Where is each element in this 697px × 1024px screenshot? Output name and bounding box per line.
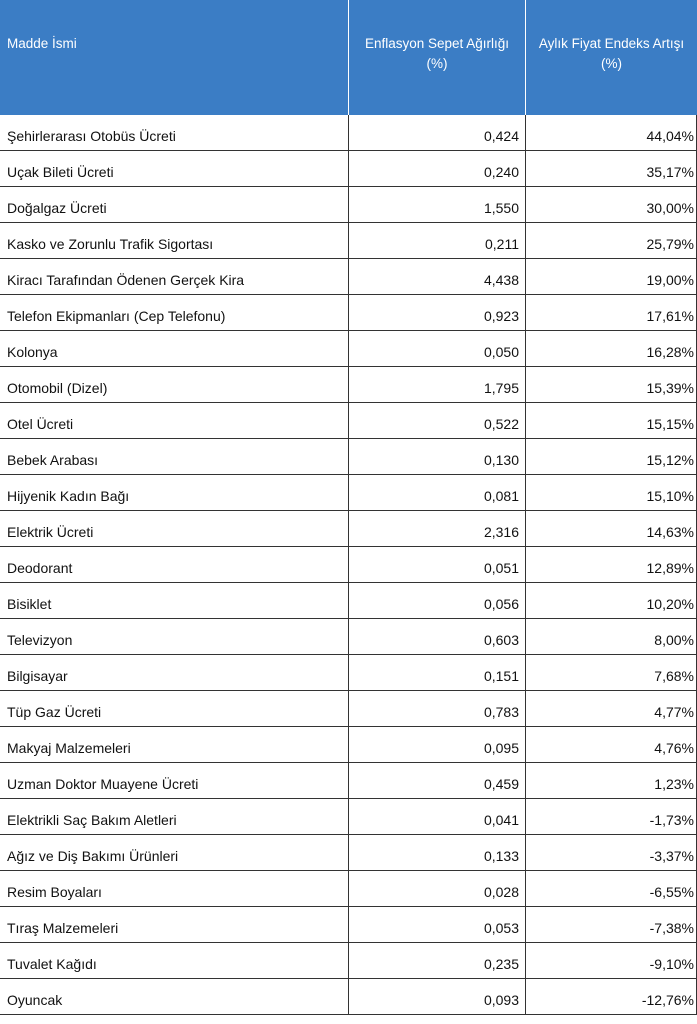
basket-weight-cell: [349, 223, 526, 258]
basket-weight-cell: [349, 187, 526, 222]
monthly-increase: -7,38%: [649, 920, 694, 936]
item-name: Tüp Gaz Ücreti: [7, 704, 102, 720]
item-name: Oyuncak: [7, 992, 63, 1008]
item-name-cell: [0, 943, 349, 978]
item-name: Uçak Bileti Ücreti: [7, 164, 114, 180]
monthly-increase: 12,89%: [646, 560, 694, 576]
basket-weight-cell: [349, 979, 526, 1014]
item-name-cell: [0, 403, 349, 438]
item-name: Televizyon: [7, 632, 73, 648]
monthly-increase-cell: [526, 763, 697, 798]
table-row: [0, 187, 697, 223]
item-name-cell: [0, 367, 349, 402]
item-name-cell: [0, 763, 349, 798]
item-name-cell: [0, 727, 349, 762]
basket-weight-cell: [349, 871, 526, 906]
table-row: [0, 871, 697, 907]
header-basket-weight-unit: (%): [426, 56, 448, 71]
monthly-increase: -3,37%: [649, 848, 694, 864]
monthly-increase: 15,15%: [646, 416, 694, 432]
item-name: Telefon Ekipmanları (Cep Telefonu): [7, 308, 226, 324]
table-row: [0, 439, 697, 475]
monthly-increase: 44,04%: [646, 128, 694, 144]
item-name: Tuvalet Kağıdı: [7, 956, 97, 972]
header-item-name-label: Madde İsmi: [7, 36, 77, 51]
basket-weight: 0,240: [483, 164, 519, 180]
item-name: Bebek Arabası: [7, 452, 99, 468]
table-row: [0, 511, 697, 547]
basket-weight: 0,151: [483, 668, 519, 684]
basket-weight: 0,093: [483, 992, 519, 1008]
basket-weight-cell: [349, 583, 526, 618]
basket-weight-cell: [349, 907, 526, 942]
basket-weight-cell: [349, 403, 526, 438]
monthly-increase-cell: [526, 187, 697, 222]
basket-weight-cell: [349, 727, 526, 762]
basket-weight-cell: [349, 943, 526, 978]
table-row: [0, 367, 697, 403]
item-name: Deodorant: [7, 560, 73, 576]
basket-weight: 0,081: [483, 488, 519, 504]
item-name: Kasko ve Zorunlu Trafik Sigortası: [7, 236, 214, 252]
basket-weight: 0,603: [483, 632, 519, 648]
basket-weight-cell: [349, 151, 526, 186]
monthly-increase-cell: [526, 583, 697, 618]
monthly-increase-cell: [526, 907, 697, 942]
monthly-increase: -9,10%: [649, 956, 694, 972]
basket-weight: 0,028: [483, 884, 519, 900]
monthly-increase-cell: [526, 475, 697, 510]
table-row: [0, 763, 697, 799]
basket-weight-cell: [349, 799, 526, 834]
monthly-increase: 16,28%: [646, 344, 694, 360]
monthly-increase: 25,79%: [646, 236, 694, 252]
basket-weight-cell: [349, 439, 526, 474]
basket-weight: 0,053: [483, 920, 519, 936]
item-name-cell: [0, 691, 349, 726]
basket-weight: 0,522: [483, 416, 519, 432]
item-name: Hijyenik Kadın Bağı: [7, 488, 130, 504]
monthly-increase: 15,39%: [646, 380, 694, 396]
item-name: Resim Boyaları: [7, 884, 102, 900]
item-name: Otomobil (Dizel): [7, 380, 108, 396]
basket-weight-cell: [349, 763, 526, 798]
basket-weight: 0,133: [483, 848, 519, 864]
item-name-cell: [0, 583, 349, 618]
table-row: [0, 151, 697, 187]
basket-weight: 0,459: [483, 776, 519, 792]
basket-weight-cell: [349, 511, 526, 546]
item-name: Elektrik Ücreti: [7, 524, 94, 540]
table-row: [0, 259, 697, 295]
header-basket-weight: [349, 0, 526, 115]
monthly-increase-cell: [526, 259, 697, 294]
monthly-increase: 15,10%: [646, 488, 694, 504]
basket-weight: 1,795: [483, 380, 519, 396]
basket-weight-cell: [349, 619, 526, 654]
basket-weight: 2,316: [483, 524, 519, 540]
basket-weight-cell: [349, 295, 526, 330]
item-name: Uzman Doktor Muayene Ücreti: [7, 776, 199, 792]
basket-weight-cell: [349, 655, 526, 690]
monthly-increase: 4,76%: [654, 740, 694, 756]
table-row: [0, 943, 697, 979]
header-monthly-increase-label: Aylık Fiyat Endeks Artışı: [538, 36, 685, 51]
item-name-cell: [0, 259, 349, 294]
basket-weight: 0,211: [485, 236, 519, 252]
item-name-cell: [0, 223, 349, 258]
table-row: [0, 619, 697, 655]
table-row: [0, 547, 697, 583]
monthly-increase-cell: [526, 799, 697, 834]
item-name: Şehirlerarası Otobüs Ücreti: [7, 128, 176, 144]
basket-weight: 0,051: [483, 560, 519, 576]
monthly-increase-cell: [526, 979, 697, 1014]
item-name-cell: [0, 331, 349, 366]
basket-weight: 4,438: [483, 272, 519, 288]
item-name-cell: [0, 655, 349, 690]
item-name: Kiracı Tarafından Ödenen Gerçek Kira: [7, 272, 245, 288]
basket-weight: 0,235: [483, 956, 519, 972]
item-name: Doğalgaz Ücreti: [7, 200, 107, 216]
monthly-increase-cell: [526, 151, 697, 186]
basket-weight: 1,550: [483, 200, 519, 216]
basket-weight: 0,041: [483, 812, 519, 828]
monthly-increase: 4,77%: [654, 704, 694, 720]
item-name: Otel Ücreti: [7, 416, 74, 432]
table-row: [0, 223, 697, 259]
table-row: [0, 403, 697, 439]
item-name: Elektrikli Saç Bakım Aletleri: [7, 812, 177, 828]
monthly-increase-cell: [526, 547, 697, 582]
monthly-increase: 10,20%: [646, 596, 694, 612]
basket-weight-cell: [349, 475, 526, 510]
monthly-increase-cell: [526, 223, 697, 258]
item-name-cell: [0, 295, 349, 330]
table-row: [0, 295, 697, 331]
item-name-cell: [0, 871, 349, 906]
monthly-increase-cell: [526, 943, 697, 978]
item-name: Tıraş Malzemeleri: [7, 920, 119, 936]
basket-weight: 0,923: [483, 308, 519, 324]
monthly-increase: 35,17%: [646, 164, 694, 180]
basket-weight-cell: [349, 547, 526, 582]
header-monthly-increase: [526, 0, 697, 115]
monthly-increase-cell: [526, 619, 697, 654]
item-name-cell: [0, 547, 349, 582]
item-name-cell: [0, 115, 349, 150]
table-row: [0, 907, 697, 943]
item-name: Kolonya: [7, 344, 58, 360]
monthly-increase-cell: [526, 835, 697, 870]
item-name: Makyaj Malzemeleri: [7, 740, 131, 756]
monthly-increase-cell: [526, 691, 697, 726]
basket-weight: 0,095: [483, 740, 519, 756]
item-name-cell: [0, 619, 349, 654]
table-header: [0, 0, 697, 115]
monthly-increase-cell: [526, 295, 697, 330]
monthly-increase: 17,61%: [646, 308, 694, 324]
table-row: [0, 655, 697, 691]
table-row: [0, 799, 697, 835]
monthly-increase-cell: [526, 511, 697, 546]
monthly-increase: 8,00%: [654, 632, 694, 648]
monthly-increase: 1,23%: [654, 776, 694, 792]
monthly-increase-cell: [526, 403, 697, 438]
item-name-cell: [0, 151, 349, 186]
item-name: Bilgisayar: [7, 668, 68, 684]
table-row: [0, 835, 697, 871]
basket-weight-cell: [349, 691, 526, 726]
monthly-increase-cell: [526, 115, 697, 150]
monthly-increase-cell: [526, 331, 697, 366]
basket-weight-cell: [349, 259, 526, 294]
table-body: [0, 115, 697, 1015]
monthly-increase-cell: [526, 367, 697, 402]
monthly-increase: -12,76%: [641, 992, 694, 1008]
basket-weight: 0,783: [483, 704, 519, 720]
basket-weight: 0,050: [483, 344, 519, 360]
basket-weight: 0,130: [483, 452, 519, 468]
monthly-increase-cell: [526, 871, 697, 906]
header-monthly-increase-unit: (%): [601, 56, 622, 71]
item-name-cell: [0, 835, 349, 870]
header-basket-weight-label: Enflasyon Sepet Ağırlığı: [364, 36, 510, 51]
item-name-cell: [0, 799, 349, 834]
basket-weight-cell: [349, 331, 526, 366]
table-row: [0, 583, 697, 619]
monthly-increase-cell: [526, 439, 697, 474]
item-name: Ağız ve Diş Bakımı Ürünleri: [7, 848, 179, 864]
item-name: Bisiklet: [7, 596, 52, 612]
basket-weight-cell: [349, 367, 526, 402]
monthly-increase: -1,73%: [649, 812, 694, 828]
item-name-cell: [0, 979, 349, 1014]
table-row: [0, 727, 697, 763]
table-row: [0, 331, 697, 367]
item-name-cell: [0, 439, 349, 474]
monthly-increase: -6,55%: [649, 884, 694, 900]
header-item-name: [0, 0, 349, 115]
item-name-cell: [0, 475, 349, 510]
basket-weight: 0,424: [483, 128, 519, 144]
monthly-increase-cell: [526, 655, 697, 690]
item-name-cell: [0, 907, 349, 942]
table-row: [0, 979, 697, 1015]
monthly-increase: 19,00%: [646, 272, 694, 288]
table-row: [0, 475, 697, 511]
basket-weight: 0,056: [483, 596, 519, 612]
monthly-increase-cell: [526, 727, 697, 762]
monthly-increase: 14,63%: [646, 524, 694, 540]
monthly-increase: 30,00%: [646, 200, 694, 216]
item-name-cell: [0, 511, 349, 546]
item-name-cell: [0, 187, 349, 222]
basket-weight-cell: [349, 115, 526, 150]
monthly-increase: 15,12%: [646, 452, 694, 468]
basket-weight-cell: [349, 835, 526, 870]
table-row: [0, 115, 697, 151]
monthly-increase: 7,68%: [654, 668, 694, 684]
table-row: [0, 691, 697, 727]
